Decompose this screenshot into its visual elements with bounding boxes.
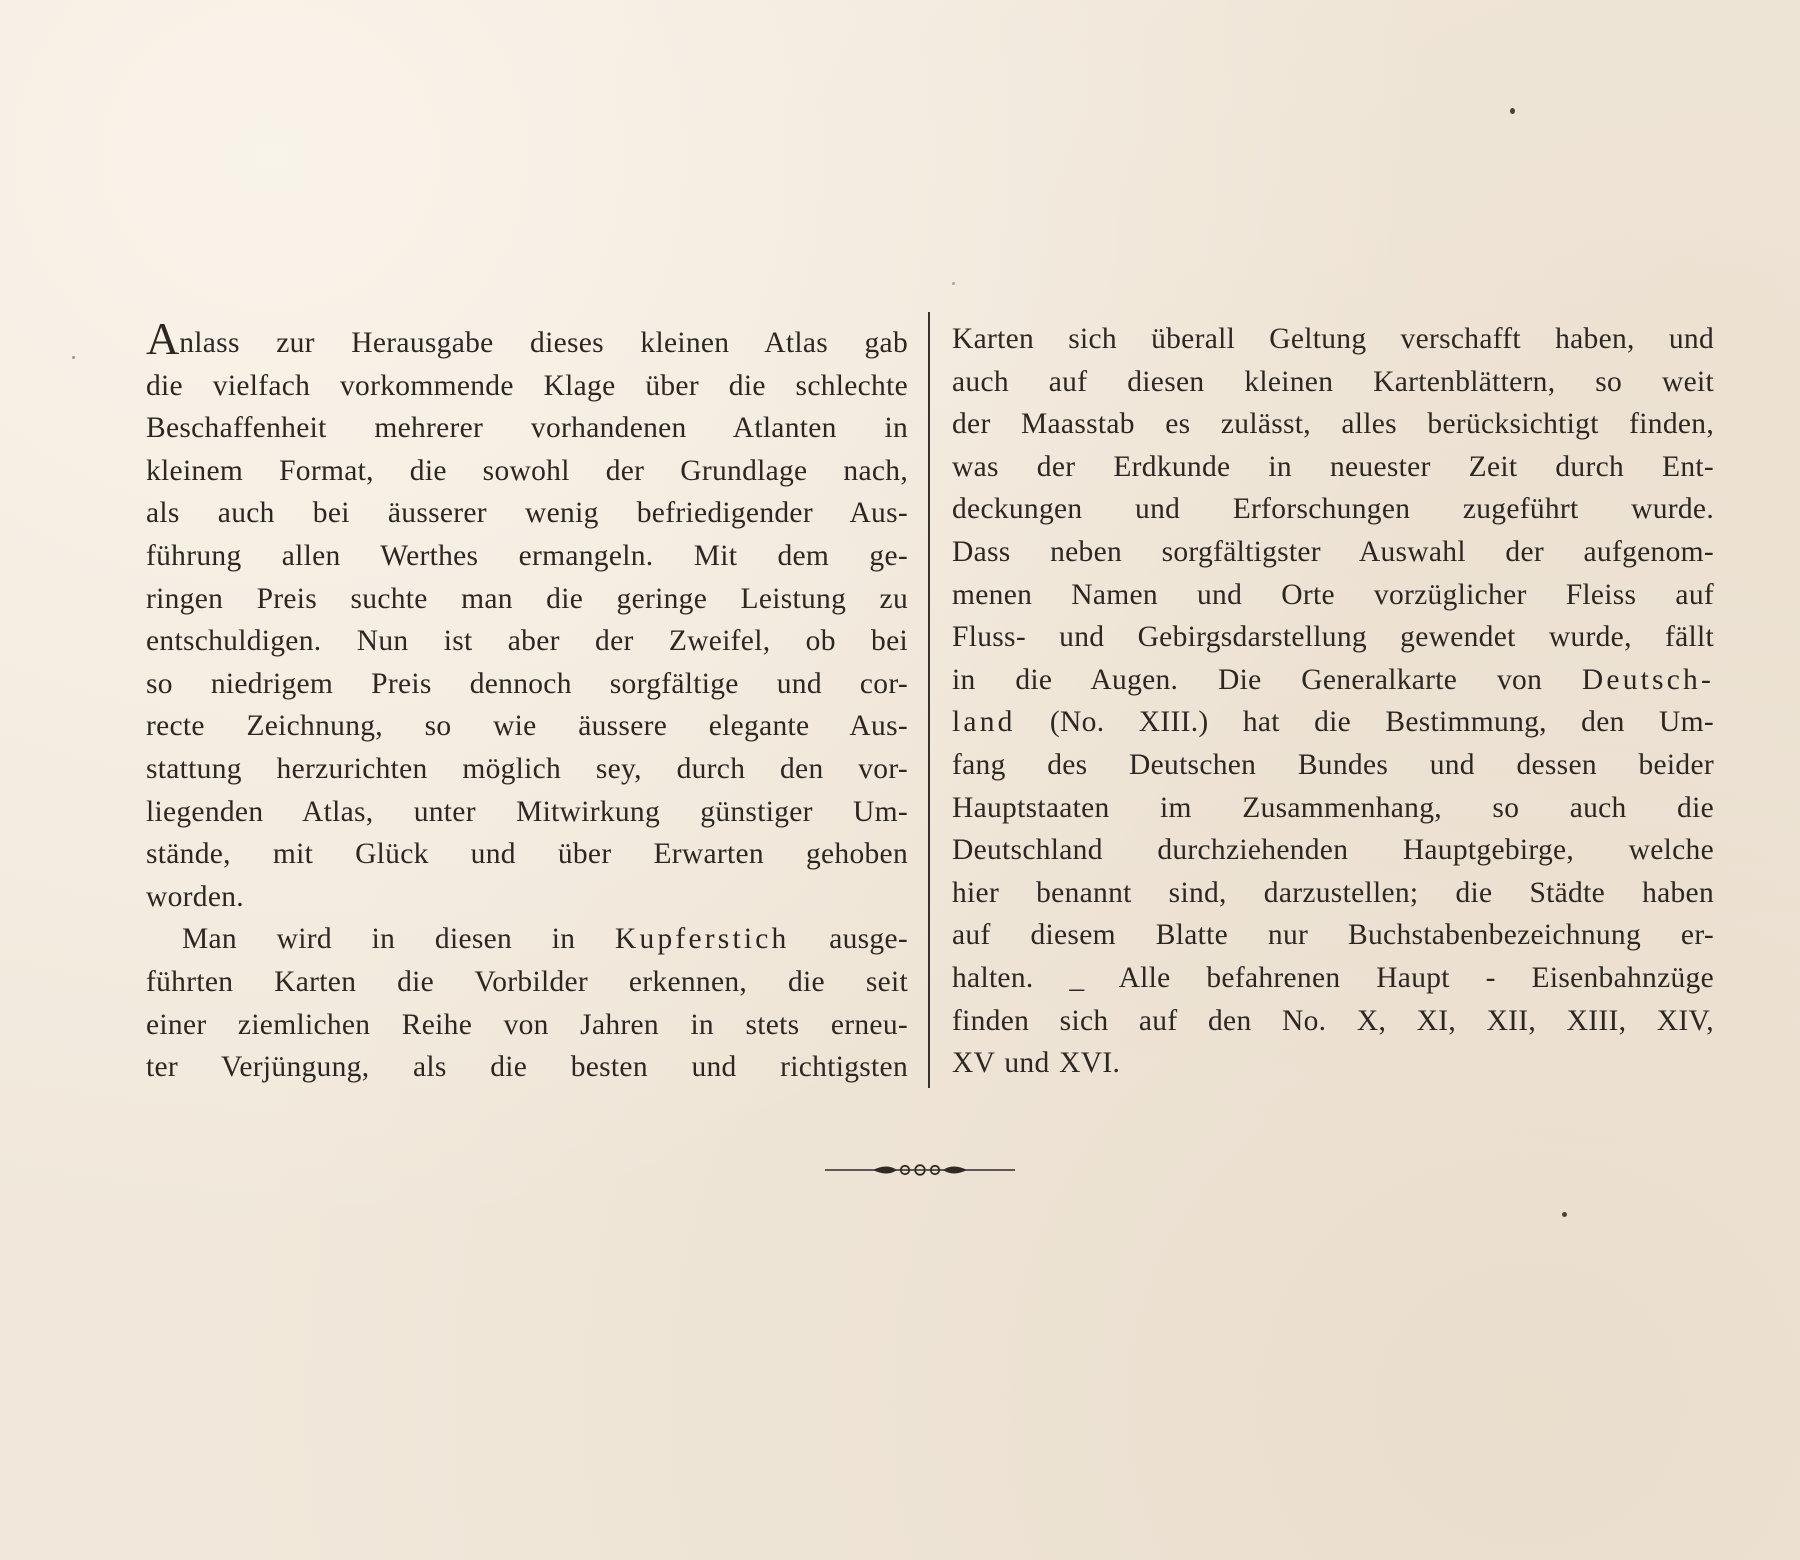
text-line: entschuldigen. Nun ist aber der Zweifel, ob bei [146,625,908,658]
left-column [146,313,908,1089]
right-column [952,318,1714,1085]
text-line: auch auf diesen kleinen Kartenblättern, so weit [952,365,1714,398]
text-line: Deutschland durchziehenden Hauptgebirge, welche [952,834,1714,867]
ornament-divider-icon [825,1158,1015,1182]
text-line: liegenden Atlas, unter Mitwirkung günstiger Um- [146,795,908,828]
text-fragment: in die Augen. Die Generalkarte von [952,663,1582,696]
text-line: die vielfach vorkommende Klage über die schlechte [146,369,908,402]
text-line: Karten sich überall Geltung verschafft haben, und [952,323,1714,355]
text-line: halten. _ Alle befahrenen Haupt - Eisenbahnzüge [952,961,1714,994]
emphasized-word: land [952,706,1016,739]
text-line [952,659,1714,702]
text-line [952,701,1714,744]
text-line: worden. [146,880,244,913]
text-line: führten Karten die Vorbilder erkennen, die seit [146,965,908,998]
paper-speck [72,356,75,359]
text-line [146,918,908,961]
text-line: auf diesem Blatte nur Buchstabenbezeichnung er- [952,919,1714,952]
paper-speck [1510,108,1515,114]
drop-cap: A [146,313,180,364]
text-line: einer ziemlichen Reihe von Jahren in stets erneu- [146,1008,908,1041]
paper-speck [1562,1212,1567,1217]
text-line: als auch bei äusserer wenig befriedigender Aus- [146,497,908,530]
text-line: menen Namen und Orte vorzüglicher Fleiss auf [952,578,1714,611]
text-line: Beschaffenheit mehrerer vorhandenen Atlanten in [146,412,908,445]
text-line: Dass neben sorgfältigster Auswahl der aufgenom- [952,535,1714,568]
text-line: was der Erdkunde in neuester Zeit durch Ent- [952,450,1714,483]
text-fragment: Man wird in diesen in [182,923,616,956]
text-line: finden sich auf den No. X, XI, XII, XIII, XIV, [952,1004,1714,1037]
emphasized-word: Kupferstich [615,923,790,956]
text-line: stattung herzurichten möglich sey, durch den vor- [146,752,908,785]
text-line: stände, mit Glück und über Erwarten gehoben [146,838,908,871]
text-line: Hauptstaaten im Zusammenhang, so auch die [952,791,1714,824]
emphasized-word: Deutsch- [1581,663,1714,696]
text-line: ter Verjüngung, als die besten und richtigsten [146,1051,908,1084]
column-divider [928,312,930,1088]
paragraph-1 [146,313,908,918]
paragraph-2 [146,918,908,1088]
text-line-rest: nlass zur Herausgabe dieses kleinen Atlas gab [179,327,908,359]
text-line: Fluss- und Gebirgsdarstellung gewendet wurde, fällt [952,621,1714,654]
text-line: deckungen und Erforschungen zugeführt wurde. [952,493,1714,526]
text-line: hier benannt sind, darzustellen; die Städte haben [952,876,1714,909]
text-line: recte Zeichnung, so wie äussere elegante Aus- [146,710,908,743]
text-line: führung allen Werthes ermangeln. Mit dem ge- [146,539,908,572]
text-line: fang des Deutschen Bundes und dessen beider [952,748,1714,781]
text-line [146,313,908,365]
text-line: ringen Preis suchte man die geringe Leistung zu [146,582,908,615]
text-fragment: (No. XIII.) hat die Bestimmung, den Um- [1015,706,1714,739]
text-line: XV und XVI. [952,1047,1121,1080]
text-line: kleinem Format, die sowohl der Grundlage nach, [146,454,908,487]
text-fragment: ausge- [789,923,908,956]
paper-speck [952,282,955,285]
text-line: der Maasstab es zulässt, alles berücksichtigt finden, [952,408,1714,441]
text-line: so niedrigem Preis dennoch sorgfältige und cor- [146,667,908,700]
